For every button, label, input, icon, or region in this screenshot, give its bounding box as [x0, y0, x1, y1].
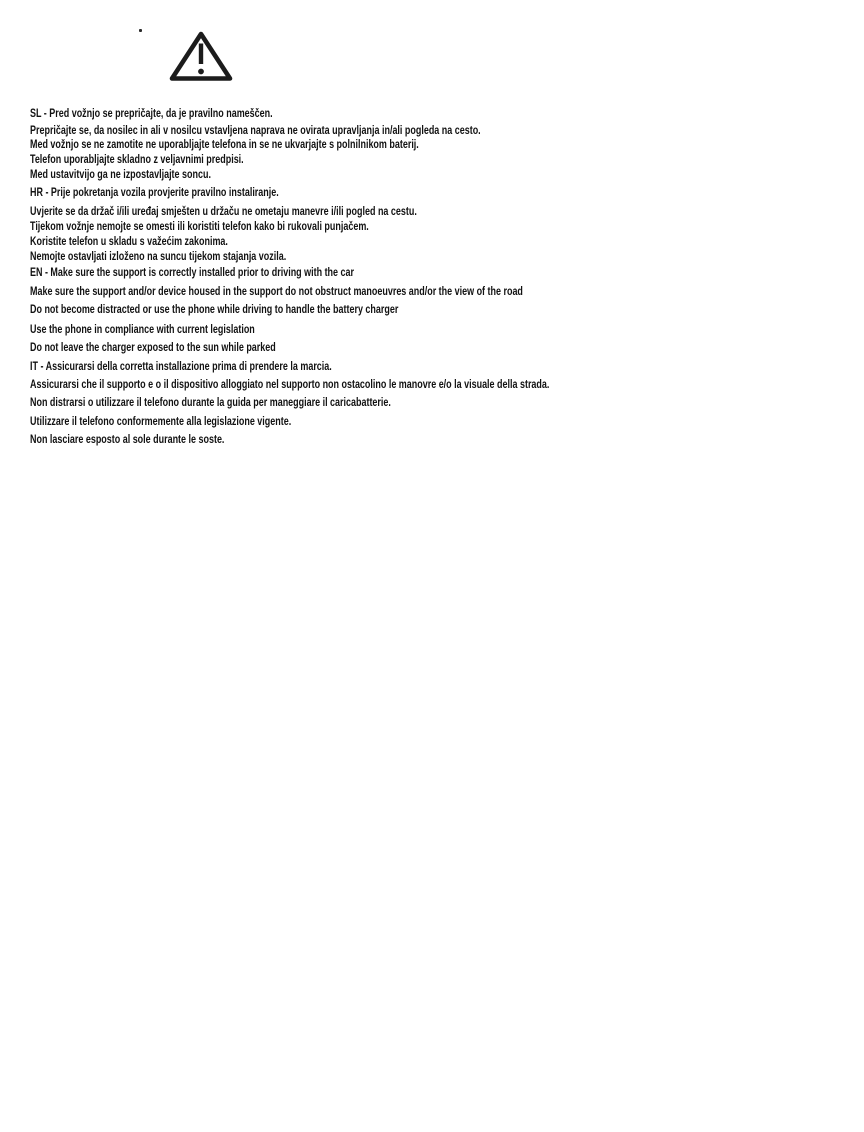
- hr-line: Nemojte ostavljati izloženo na suncu tijekom stajanja vozila.: [30, 251, 287, 263]
- section-en: [30, 266, 685, 355]
- it-header-line: IT - Assicurarsi della corretta installazione prima di prendere la marcia.: [30, 361, 332, 373]
- sl-line: Med vožnjo se ne zamotite ne uporabljajte telefona in se ne ukvarjajte s polnilnikom baterij.: [30, 139, 419, 151]
- section-sl: [30, 107, 685, 182]
- en-line: Do not become distracted or use the phone while driving to handle the battery charger: [30, 304, 399, 316]
- en-line: Do not leave the charger exposed to the sun while parked: [30, 342, 276, 354]
- en-header-line: EN - Make sure the support is correctly installed prior to driving with the car: [30, 267, 354, 279]
- sl-header-line: SL - Pred vožnjo se prepričajte, da je pravilno nameščen.: [30, 108, 273, 120]
- section-it: [30, 360, 685, 447]
- sl-line: Telefon uporabljajte skladno z veljavnimi predpisi.: [30, 154, 244, 166]
- hr-line: Uvjerite se da držač i/ili uređaj smješten u držaču ne ometaju manevre i/ili pogled na cestu.: [30, 206, 417, 218]
- it-line: Utilizzare il telefono conformemente alla legislazione vigente.: [30, 416, 292, 428]
- sl-line: Med ustavitvijo ga ne izpostavljajte soncu.: [30, 169, 211, 181]
- warning-text-block: [30, 107, 685, 447]
- warning-triangle-svg: [166, 29, 236, 85]
- it-line: Assicurarsi che il supporto e o il dispositivo alloggiato nel supporto non ostacolino le manovre e/o la visuale della strada.: [30, 379, 550, 391]
- sl-line: Prepričajte se, da nosilec in ali v nosilcu vstavljena naprava ne ovirata upravljanja in/ali pogleda na cesto.: [30, 125, 481, 137]
- hr-line: Koristite telefon u skladu s važećim zakonima.: [30, 236, 228, 248]
- stray-period-mark: [139, 29, 142, 32]
- it-line: Non lasciare esposto al sole durante le soste.: [30, 434, 225, 446]
- en-line: Use the phone in compliance with current legislation: [30, 324, 255, 336]
- hr-header-line: HR - Prije pokretanja vozila provjerite pravilno instaliranje.: [30, 187, 279, 199]
- en-line: Make sure the support and/or device housed in the support do not obstruct manoeuvres and/or the view of the road: [30, 286, 523, 298]
- it-line: Non distrarsi o utilizzare il telefono durante la guida per maneggiare il caricabatterie.: [30, 397, 391, 409]
- warning-triangle-icon: [166, 29, 236, 85]
- hr-line: Tijekom vožnje nemojte se omesti ili koristiti telefon kako bi rukovali punjačem.: [30, 221, 369, 233]
- section-hr: [30, 186, 685, 264]
